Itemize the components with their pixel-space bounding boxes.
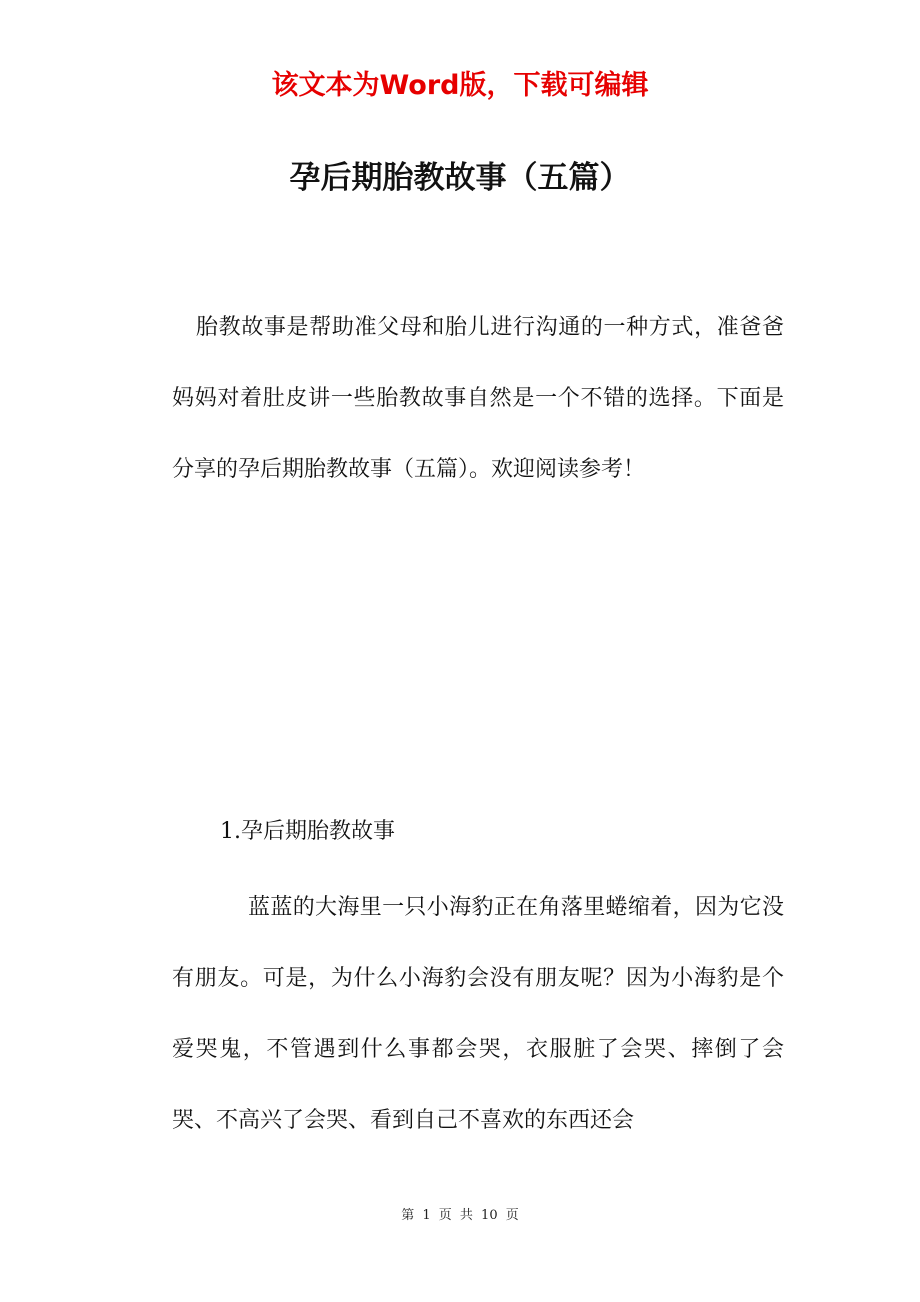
story-paragraph: 蓝蓝的大海里一只小海豹正在角落里蜷缩着，因为它没有朋友。可是，为什么小海豹会没有朋友呢？因为小海豹是个爱哭鬼，不管遇到什么事都会哭，衣服脏了会哭、摔倒了会哭、不高兴了会哭、看到自己不喜欢的东西还会 [172, 895, 784, 1133]
section-heading: 1.孕后期胎教故事 [220, 819, 395, 844]
page-footer: 第 1 页 共 10 页 [401, 1208, 519, 1223]
intro-paragraph: 胎教故事是帮助准父母和胎儿进行沟通的一种方式，准爸爸妈妈对着肚皮讲一些胎教故事自然是一个不错的选择。下面是分享的孕后期胎教故事（五篇）。欢迎阅读参考！ [172, 315, 784, 482]
document-title: 孕后期胎教故事（五篇） [289, 160, 631, 196]
download-banner: 该文本为Word版，下载可编辑 [271, 70, 649, 101]
